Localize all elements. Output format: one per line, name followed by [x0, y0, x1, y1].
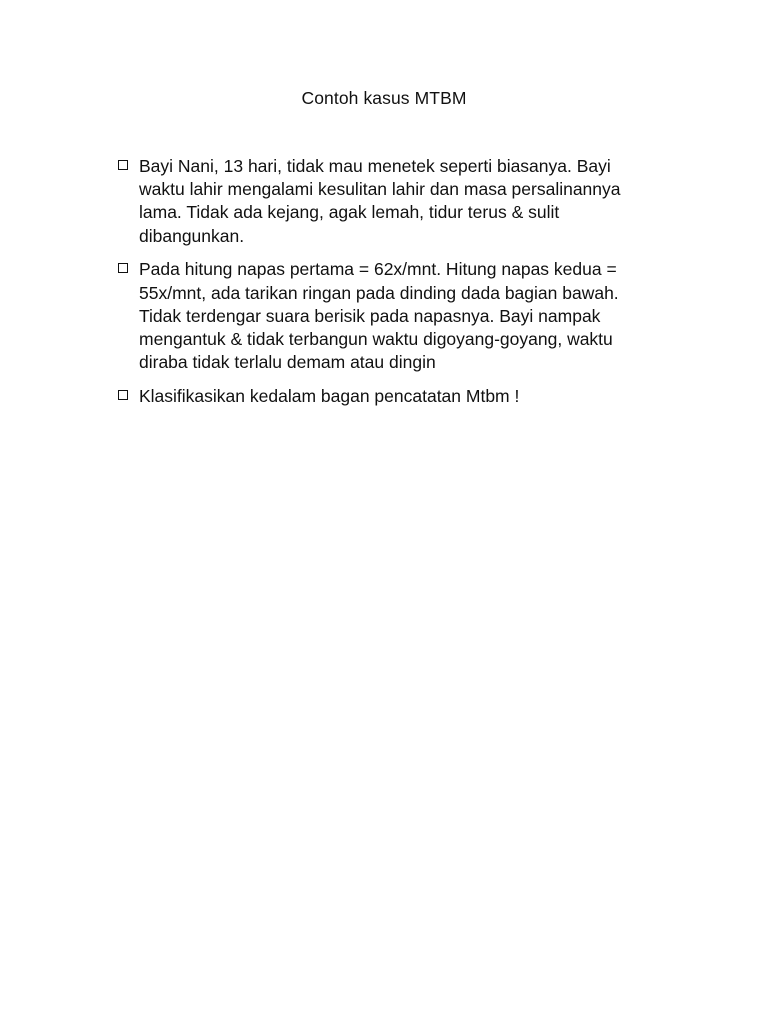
list-item-text: Bayi Nani, 13 hari, tidak mau menetek seperti biasanya. Bayi waktu lahir mengalami kesulitan lahir dan masa persalinannya lama. Tidak ada kejang, agak lemah, tidur terus & sulit dibangunkan. [139, 156, 621, 246]
list-item [117, 258, 657, 374]
list-item-text: Klasifikasikan kedalam bagan pencatatan Mtbm ! [139, 385, 520, 406]
case-list [117, 155, 657, 419]
list-item [117, 385, 657, 408]
page-title: Contoh kasus MTBM [301, 88, 467, 108]
checkbox-square-icon [118, 390, 128, 400]
list-item-text: Pada hitung napas pertama = 62x/mnt. Hitung napas kedua = 55x/mnt, ada tarikan ringan pada dinding dada bagian bawah. Tidak terdengar suara berisik pada napasnya. Bayi nampak mengantuk & tidak terbangun waktu digoyang-goyang, waktu diraba tidak terlalu demam atau dingin [139, 259, 619, 373]
checkbox-square-icon [118, 160, 128, 170]
list-item [117, 155, 657, 248]
checkbox-square-icon [118, 263, 128, 273]
